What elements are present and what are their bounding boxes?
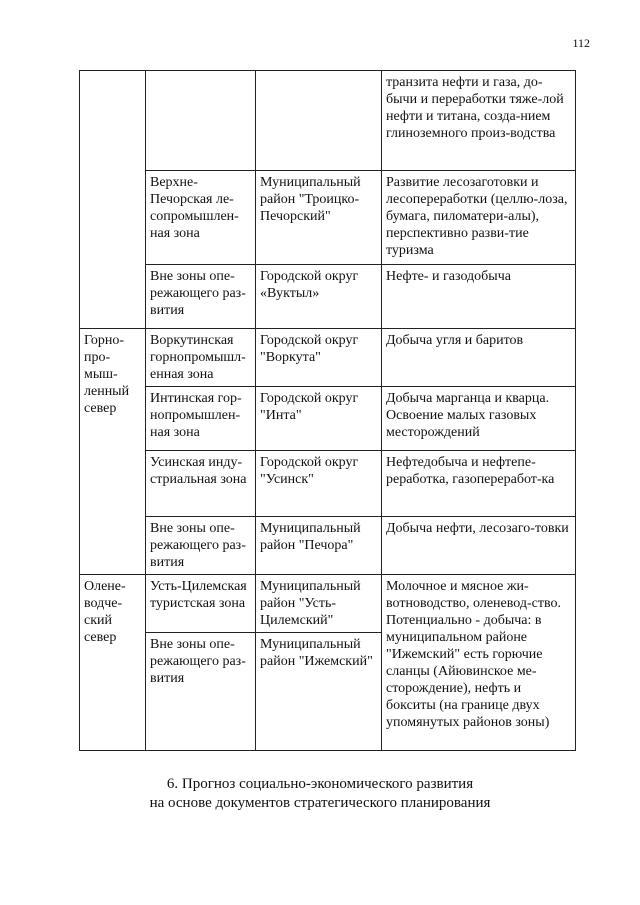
page-number: 112 <box>572 36 590 50</box>
specialization-cell: Молочное и мясное жи-вотноводство, оленевод-ство. Потенциально - добыча: в муниципальном районе "Ижемский" есть горючие сланцы (Айювинское ме-сторождение), нефть и бокситы (на границе двух упомянутых районов зоны) <box>382 575 576 751</box>
zone-cell <box>146 71 256 171</box>
table-row <box>80 265 576 329</box>
table-row <box>80 517 576 575</box>
zone-cell: Вне зоны опе-режающего раз-вития <box>146 517 256 575</box>
municipality-cell: Муниципальный район "Усть-Цилемский" <box>256 575 382 633</box>
zone-cell: Вне зоны опе-режающего раз-вития <box>146 265 256 329</box>
specialization-cell: Нефте- и газодобыча <box>382 265 576 329</box>
table-row <box>80 451 576 517</box>
zone-cell: Вне зоны опе-режающего раз-вития <box>146 633 256 751</box>
zone-cell: Интинская гор-нопромышлен-ная зона <box>146 387 256 451</box>
zones-table <box>79 70 576 751</box>
table-row <box>80 171 576 265</box>
zone-group-cell: Горно-про-мыш-ленный север <box>80 329 146 575</box>
municipality-cell: Городской округ "Воркута" <box>256 329 382 387</box>
specialization-cell: Развитие лесозаготовки и лесопереработки (целлю-лоза, бумага, пиломатери-алы), перспективно разви-тие туризма <box>382 171 576 265</box>
zone-cell: Усть-Цилемская туристская зона <box>146 575 256 633</box>
section-heading-line: на основе документов стратегического планирования <box>149 795 491 811</box>
municipality-cell: Муниципальный район "Троицко-Печорский" <box>256 171 382 265</box>
table-row <box>80 387 576 451</box>
table-row <box>80 329 576 387</box>
specialization-cell: Нефтедобыча и нефтепе-реработка, газопереработ-ка <box>382 451 576 517</box>
section-heading <box>0 775 640 813</box>
zone-cell: Воркутинская горнопромышл-енная зона <box>146 329 256 387</box>
municipality-cell: Городской округ «Вуктыл» <box>256 265 382 329</box>
zone-cell: Усинская инду-стриальная зона <box>146 451 256 517</box>
municipality-cell: Городской округ "Инта" <box>256 387 382 451</box>
zone-cell: Верхне-Печорская ле-сопромышлен-ная зона <box>146 171 256 265</box>
table-row <box>80 71 576 171</box>
municipality-cell: Муниципальный район "Печора" <box>256 517 382 575</box>
municipality-cell: Муниципальный район "Ижемский" <box>256 633 382 751</box>
municipality-cell <box>256 71 382 171</box>
municipality-cell: Городской округ "Усинск" <box>256 451 382 517</box>
specialization-cell: Добыча марганца и кварца. Освоение малых газовых месторождений <box>382 387 576 451</box>
specialization-cell: транзита нефти и газа, до-бычи и переработки тяже-лой нефти и титана, созда-нием глиноземного произ-водства <box>382 71 576 171</box>
section-heading-line: 6. Прогноз социально-экономического развития <box>166 776 474 792</box>
specialization-cell: Добыча нефти, лесозаго-товки <box>382 517 576 575</box>
table-row <box>80 575 576 633</box>
zone-group-cell: Олене-водче-ский север <box>80 575 146 751</box>
zone-group-cell <box>80 71 146 329</box>
specialization-cell: Добыча угля и баритов <box>382 329 576 387</box>
